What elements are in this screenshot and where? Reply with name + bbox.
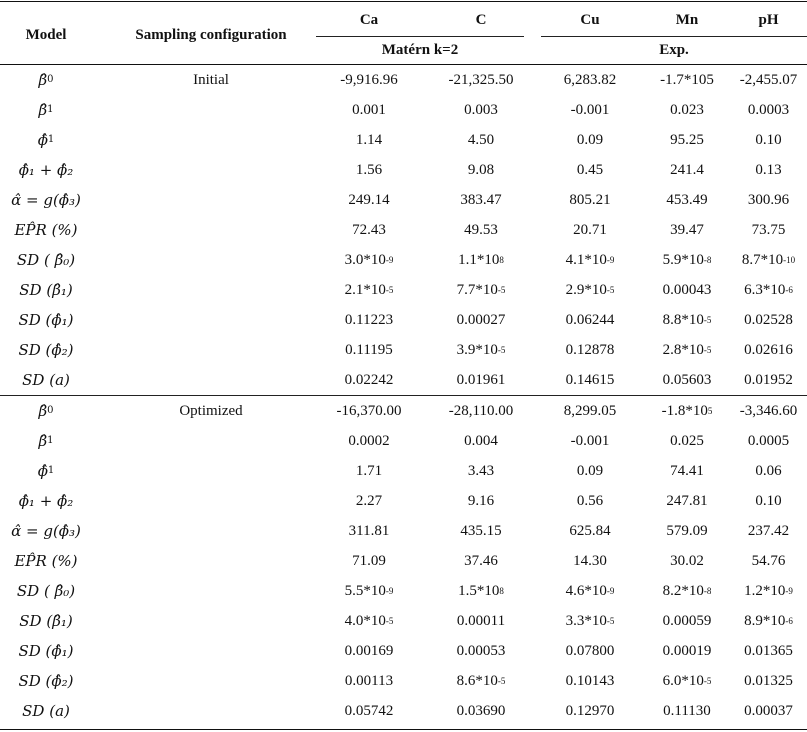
cell-ca: 0.00169 xyxy=(344,642,394,659)
cell-ca: 249.14 xyxy=(348,191,390,208)
cell-ca: 0.0002 xyxy=(348,432,390,449)
cell-cu: 0.14615 xyxy=(565,371,615,388)
cell-mn: 2.8*10 -5 xyxy=(662,341,712,358)
cell-cu: 20.71 xyxy=(573,221,607,238)
cell-ph: 8.9*10 -6 xyxy=(744,612,793,629)
col-header-model: Model xyxy=(25,26,67,43)
row-label: SD (a) xyxy=(22,702,70,720)
cell-c: 3.43 xyxy=(467,462,495,479)
row-label: ϕ̂ 1 xyxy=(37,462,55,480)
cell-c: 4.50 xyxy=(467,131,495,148)
cell-ca: 1.56 xyxy=(355,161,383,178)
cell-c: 0.01961 xyxy=(456,371,506,388)
cell-ca: -9,916.96 xyxy=(340,71,398,88)
col-header-ca: Ca xyxy=(359,11,379,28)
row-label: β̂ 0 xyxy=(38,402,54,420)
cell-cu: 0.09 xyxy=(576,462,604,479)
cell-ca: 0.11195 xyxy=(345,341,393,358)
cell-c: 8.6*10 -5 xyxy=(456,672,506,689)
cell-mn: -1.8*10 5 xyxy=(661,402,713,419)
cell-ca: 1.71 xyxy=(355,462,383,479)
cell-ph: 0.01365 xyxy=(744,642,793,659)
cell-c: 1.5*10 8 xyxy=(458,582,504,599)
cell-ph: 0.01952 xyxy=(744,371,793,388)
row-label: SD (ϕ̂₂) xyxy=(18,672,74,690)
table-row xyxy=(0,65,807,95)
table-row xyxy=(0,185,807,215)
cell-ph: -2,455.07 xyxy=(739,71,798,88)
table-row xyxy=(0,335,807,365)
row-label: α̂ = g(ϕ̂₃) xyxy=(11,191,81,209)
cell-cu: 625.84 xyxy=(569,522,611,539)
cell-cu: 0.09 xyxy=(576,131,604,148)
row-label: β̂ 1 xyxy=(38,101,54,119)
cell-c: 37.46 xyxy=(464,552,498,569)
cell-mn: 74.41 xyxy=(670,462,704,479)
table-row xyxy=(0,305,807,335)
cell-mn: 0.00043 xyxy=(662,281,712,298)
table-row xyxy=(0,125,807,155)
cell-c: 9.08 xyxy=(467,161,495,178)
cell-mn: 0.025 xyxy=(670,432,704,449)
cell-c: 0.00053 xyxy=(456,642,506,659)
table-row xyxy=(0,155,807,185)
cell-ph: 300.96 xyxy=(747,191,790,208)
col-header-config: Sampling configuration xyxy=(135,26,287,43)
cell-cu: 805.21 xyxy=(569,191,611,208)
cell-ph: 8.7*10 -10 xyxy=(741,251,796,268)
table-row xyxy=(0,486,807,516)
cell-c: 9.16 xyxy=(467,492,495,509)
cell-c: 383.47 xyxy=(460,191,502,208)
cell-cu: 0.06244 xyxy=(565,311,615,328)
col-header-cu: Cu xyxy=(580,11,600,28)
cell-ca: 71.09 xyxy=(352,552,386,569)
table-row xyxy=(0,696,807,726)
row-label: ϕ̂₁ + ϕ̂₂ xyxy=(18,161,74,179)
cell-cu: 4.6*10 -9 xyxy=(565,582,615,599)
cell-ca: 0.11223 xyxy=(344,311,394,328)
table-row xyxy=(0,365,807,395)
cell-mn: 453.49 xyxy=(666,191,708,208)
cell-cu: 0.12970 xyxy=(565,702,615,719)
cell-c: -21,325.50 xyxy=(448,71,514,88)
table-row xyxy=(0,95,807,125)
cell-cu: 0.45 xyxy=(576,161,604,178)
table-row xyxy=(0,576,807,606)
row-label: α̂ = g(ϕ̂₃) xyxy=(11,522,81,540)
cell-mn: 247.81 xyxy=(666,492,708,509)
cell-cu: 0.07800 xyxy=(565,642,615,659)
row-label: SD (ϕ̂₁) xyxy=(18,642,74,660)
group-header-row xyxy=(0,37,807,63)
table-row xyxy=(0,666,807,696)
cell-ph: 0.01325 xyxy=(744,672,793,689)
cell-mn: 30.02 xyxy=(670,552,704,569)
cell-ph: 0.0003 xyxy=(747,101,790,118)
cell-ph: 0.10 xyxy=(755,492,782,509)
row-label: ϕ̂ 1 xyxy=(37,131,55,149)
table-row xyxy=(0,215,807,245)
cell-ca: 0.00113 xyxy=(344,672,394,689)
cell-ph: 237.42 xyxy=(747,522,790,539)
group-label-exp: Exp. xyxy=(659,41,689,58)
table-row xyxy=(0,426,807,456)
cell-ph: 0.02616 xyxy=(744,341,793,358)
cell-mn: 241.4 xyxy=(670,161,704,178)
cell-cu: -0.001 xyxy=(570,101,610,118)
cell-c: 0.003 xyxy=(464,101,498,118)
cell-cu: 14.30 xyxy=(573,552,607,569)
cell-cu: 6,283.82 xyxy=(563,71,617,88)
table-row xyxy=(0,546,807,576)
cell-mn: 8.8*10 -5 xyxy=(662,311,712,328)
cell-ca: 2.27 xyxy=(355,492,383,509)
cell-mn: 0.11130 xyxy=(663,702,711,719)
cell-cu: -0.001 xyxy=(570,432,610,449)
row-label: SD (ϕ̂₂) xyxy=(18,341,74,359)
row-label: ϕ̂₁ + ϕ̂₂ xyxy=(18,492,74,510)
cell-mn: 0.05603 xyxy=(662,371,712,388)
cell-mn: -1.7*105 xyxy=(660,71,714,88)
col-header-c: C xyxy=(475,11,487,28)
cell-ca: 0.001 xyxy=(352,101,386,118)
cell-mn: 0.023 xyxy=(670,101,704,118)
sampling-config-label: Optimized xyxy=(179,402,243,419)
table-row xyxy=(0,275,807,305)
cell-mn: 8.2*10 -8 xyxy=(662,582,712,599)
row-label: EP̂R (%) xyxy=(14,552,78,570)
cell-cu: 0.12878 xyxy=(565,341,615,358)
cell-c: 0.00027 xyxy=(456,311,506,328)
table-row xyxy=(0,396,807,426)
cell-mn: 0.00019 xyxy=(662,642,712,659)
row-label: SD ( β̂₀) xyxy=(16,582,76,600)
cell-ph: 0.13 xyxy=(755,161,782,178)
cell-cu: 2.9*10 -5 xyxy=(565,281,615,298)
cell-mn: 39.47 xyxy=(670,221,704,238)
cell-c: 7.7*10 -5 xyxy=(456,281,506,298)
cell-ph: 0.02528 xyxy=(744,311,793,328)
group-label-matern: Matérn k=2 xyxy=(381,41,459,58)
cell-ca: 3.0*10 -9 xyxy=(344,251,394,268)
cell-ca: 0.02242 xyxy=(344,371,394,388)
top-rule xyxy=(0,1,807,2)
table-row xyxy=(0,606,807,636)
cell-c: 3.9*10 -5 xyxy=(456,341,506,358)
table-row xyxy=(0,245,807,275)
cell-c: 49.53 xyxy=(464,221,498,238)
row-label: β̂ 1 xyxy=(38,432,54,450)
cell-ph: 1.2*10 -9 xyxy=(744,582,793,599)
cell-cu: 8,299.05 xyxy=(563,402,617,419)
table-row xyxy=(0,516,807,546)
row-label: SD (ϕ̂₁) xyxy=(18,311,74,329)
row-label: SD (β̂₁) xyxy=(19,612,73,630)
cell-ca: 72.43 xyxy=(352,221,386,238)
col-header-ph: pH xyxy=(758,11,779,28)
row-label: EP̂R (%) xyxy=(14,221,78,239)
cell-ca: 1.14 xyxy=(355,131,383,148)
cell-ca: 4.0*10 -5 xyxy=(344,612,394,629)
cell-mn: 5.9*10 -8 xyxy=(662,251,712,268)
cell-mn: 6.0*10 -5 xyxy=(662,672,712,689)
cell-ph: 6.3*10 -6 xyxy=(744,281,793,298)
cell-ph: 0.00037 xyxy=(744,702,793,719)
cell-c: -28,110.00 xyxy=(448,402,514,419)
cell-c: 435.15 xyxy=(460,522,502,539)
cell-ph: 0.06 xyxy=(755,462,782,479)
cell-c: 0.00011 xyxy=(456,612,506,629)
cell-mn: 95.25 xyxy=(670,131,704,148)
cell-ph: 0.0005 xyxy=(747,432,790,449)
bottom-rule xyxy=(0,729,807,730)
cell-ph: -3,346.60 xyxy=(739,402,798,419)
sampling-config-label: Initial xyxy=(193,71,229,88)
table-row xyxy=(0,636,807,666)
cell-ca: 5.5*10 -9 xyxy=(344,582,394,599)
row-label: SD ( β̂₀) xyxy=(16,251,76,269)
col-header-mn: Mn xyxy=(675,11,699,28)
table-row xyxy=(0,456,807,486)
cell-mn: 579.09 xyxy=(666,522,708,539)
cell-mn: 0.00059 xyxy=(662,612,712,629)
cell-ph: 0.10 xyxy=(755,131,782,148)
cell-cu: 3.3*10 -5 xyxy=(565,612,615,629)
cell-c: 0.03690 xyxy=(456,702,506,719)
row-label: SD (a) xyxy=(22,371,70,389)
cell-cu: 0.10143 xyxy=(565,672,615,689)
cell-c: 1.1*10 8 xyxy=(458,251,504,268)
cell-ca: 0.05742 xyxy=(344,702,394,719)
cell-ph: 73.75 xyxy=(751,221,786,238)
cell-ca: -16,370.00 xyxy=(336,402,402,419)
cell-cu: 0.56 xyxy=(576,492,604,509)
row-label: SD (β̂₁) xyxy=(19,281,73,299)
cell-ca: 2.1*10 -5 xyxy=(344,281,394,298)
row-label: β̂ 0 xyxy=(38,71,54,89)
cell-ca: 311.81 xyxy=(348,522,390,539)
cell-cu: 4.1*10 -9 xyxy=(565,251,615,268)
cell-c: 0.004 xyxy=(464,432,498,449)
cell-ph: 54.76 xyxy=(751,552,786,569)
